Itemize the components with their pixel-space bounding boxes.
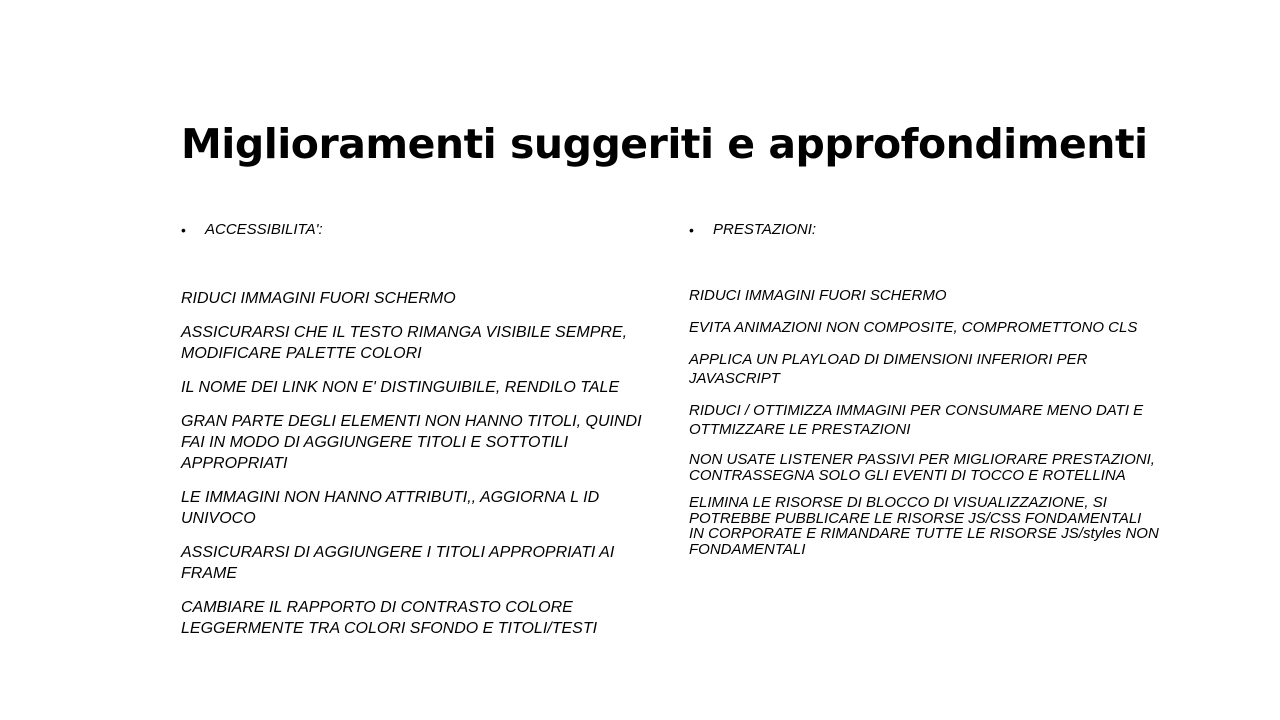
list-item: APPLICA UN PLAYLOAD DI DIMENSIONI INFERIORI PER JAVASCRIPT bbox=[689, 351, 1088, 387]
accessibility-list bbox=[181, 288, 651, 639]
performance-list bbox=[689, 286, 1159, 557]
accessibility-column bbox=[181, 220, 651, 652]
list-item: GRAN PARTE DEGLI ELEMENTI NON HANNO TITOLI, QUINDI FAI IN MODO DI AGGIUNGERE TITOLI E SOTTOTILI APPROPRIATI bbox=[181, 413, 642, 472]
list-item: CAMBIARE IL RAPPORTO DI CONTRASTO COLORE LEGGERMENTE TRA COLORI SFONDO E TITOLI/TESTI bbox=[181, 599, 598, 637]
list-item: RIDUCI IMMAGINI FUORI SCHERMO bbox=[181, 290, 456, 307]
list-item: ASSICURARSI CHE IL TESTO RIMANGA VISIBILE SEMPRE, MODIFICARE PALETTE COLORI bbox=[181, 324, 628, 362]
list-item: ELIMINA LE RISORSE DI BLOCCO DI VISUALIZZAZIONE, SI POTREBBE PUBBLICARE LE RISORSE JS/CSS FONDAMENTALI IN CORPORATE E RIMANDARE TUTTE LE RISORSE JS/styles NON FONDAMENTALI bbox=[689, 494, 1159, 558]
list-item: ASSICURARSI DI AGGIUNGERE I TITOLI APPROPRIATI AI FRAME bbox=[181, 544, 615, 582]
list-item: RIDUCI / OTTIMIZZA IMMAGINI PER CONSUMARE MENO DATI E OTTMIZZARE LE PRESTAZIONI bbox=[689, 402, 1144, 438]
bullet-icon: • bbox=[689, 222, 694, 238]
list-item: EVITA ANIMAZIONI NON COMPOSITE, COMPROMETTONO CLS bbox=[689, 319, 1138, 336]
list-item: NON USATE LISTENER PASSIVI PER MIGLIORARE PRESTAZIONI, CONTRASSEGNA SOLO GLI EVENTI DI TOCCO E ROTELLINA bbox=[689, 451, 1155, 484]
accessibility-heading-label: ACCESSIBILITA': bbox=[205, 221, 323, 238]
performance-column bbox=[689, 220, 1159, 569]
list-item: RIDUCI IMMAGINI FUORI SCHERMO bbox=[689, 287, 947, 304]
performance-heading bbox=[689, 220, 1159, 240]
performance-heading-label: PRESTAZIONI: bbox=[713, 221, 817, 238]
bullet-icon: • bbox=[181, 222, 186, 238]
list-item: LE IMMAGINI NON HANNO ATTRIBUTI,, AGGIORNA L ID UNIVOCO bbox=[181, 489, 600, 527]
list-item: IL NOME DEI LINK NON E' DISTINGUIBILE, RENDILO TALE bbox=[181, 379, 620, 396]
accessibility-heading bbox=[181, 220, 651, 240]
slide-title: Miglioramenti suggeriti e approfondimenti bbox=[181, 120, 1148, 168]
